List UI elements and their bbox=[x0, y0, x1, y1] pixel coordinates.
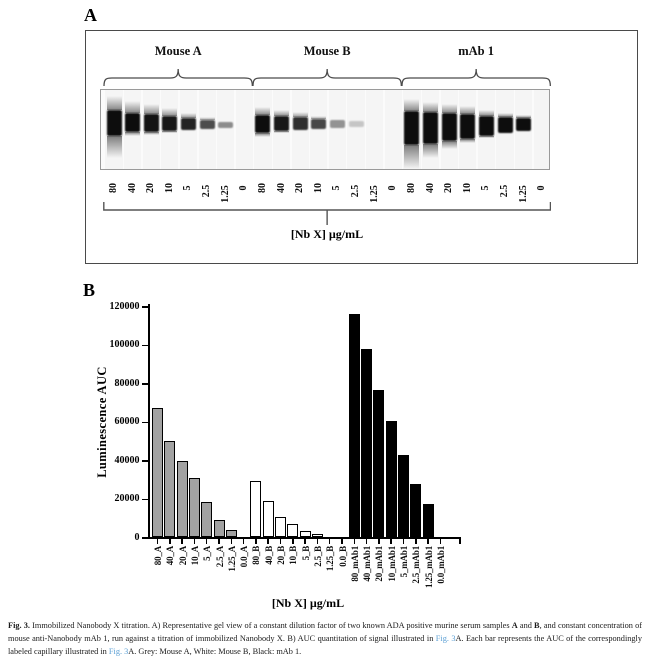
gel-lane-label: 0 bbox=[536, 185, 548, 191]
y-axis-title: Luminescence AUC bbox=[95, 366, 109, 478]
gel-lane-label: 2.5 bbox=[201, 184, 213, 198]
x-tick-label: 10_A bbox=[189, 546, 200, 566]
x-tick-label: 40_B bbox=[263, 546, 274, 565]
caption-text: Immobilized Nanobody X titration. A) Representative gel view of a constant dilution factor of two known ADA positive murine serum samples bbox=[29, 621, 512, 630]
bar bbox=[164, 441, 175, 537]
y-tick bbox=[142, 537, 148, 539]
bar bbox=[423, 504, 434, 537]
gel-lane-label: 40 bbox=[424, 183, 436, 193]
y-tick bbox=[142, 383, 148, 385]
group-label-mouse-a: Mouse A bbox=[154, 44, 202, 58]
bar bbox=[250, 481, 261, 537]
bar bbox=[226, 530, 237, 537]
gel-lane-label: 5 bbox=[480, 185, 492, 191]
bar bbox=[275, 517, 286, 537]
caption-text: A bbox=[511, 621, 518, 630]
x-tick-label: 80_B bbox=[251, 546, 262, 565]
gel-lane-label: 20 bbox=[443, 183, 455, 193]
x-tick-label: 5_B bbox=[300, 546, 311, 561]
bar bbox=[349, 314, 360, 537]
x-axis-title: [Nb X] µg/mL bbox=[271, 596, 345, 610]
caption-text: Fig. 3. bbox=[8, 621, 30, 630]
bar bbox=[386, 421, 397, 537]
gel-lane-label: 1.25 bbox=[368, 185, 380, 203]
group-label-mouse-b: Mouse B bbox=[303, 44, 351, 58]
bar bbox=[214, 520, 225, 537]
x-tick-label: 5_mAb1 bbox=[399, 546, 409, 578]
gel-lane-label: 1.25 bbox=[219, 185, 231, 203]
y-tick bbox=[142, 345, 148, 347]
x-tick-label: 1.25_mAb1 bbox=[423, 546, 434, 588]
gel-lane-label: 0 bbox=[238, 185, 250, 191]
x-tick bbox=[403, 539, 405, 544]
x-tick-label: 0.0_B bbox=[337, 546, 348, 567]
gel-lane-label: 2.5 bbox=[499, 184, 511, 198]
x-tick bbox=[292, 539, 294, 544]
x-tick-label: 5_A bbox=[202, 546, 213, 561]
bar bbox=[312, 534, 323, 537]
x-tick bbox=[366, 539, 368, 544]
x-tick-label: 1.25_B bbox=[325, 546, 336, 572]
caption-text: , and constant concentration of mouse anti-Nanobody mAb 1, run against a titration of immobilized Nanobody X. B) AUC quantitation of signal illustrated in bbox=[8, 621, 642, 643]
bar bbox=[152, 408, 163, 537]
caption-text: B bbox=[534, 621, 540, 630]
x-tick bbox=[231, 539, 233, 544]
y-tick bbox=[142, 460, 148, 462]
x-tick bbox=[255, 539, 257, 544]
bar bbox=[201, 502, 212, 537]
caption-text: A. Grey: Mouse A, White: Mouse B, Black: mAb 1. bbox=[128, 646, 302, 656]
gel-lane-label: 1.25 bbox=[517, 185, 529, 203]
x-tick bbox=[243, 539, 245, 544]
gel-lane-label: 0 bbox=[387, 185, 399, 191]
x-tick-label: 80_A bbox=[153, 546, 163, 566]
x-tick-label: 2.5_B bbox=[312, 546, 323, 567]
figure-caption bbox=[8, 620, 642, 659]
gel-lane-label: 20 bbox=[145, 183, 157, 193]
bar bbox=[373, 390, 384, 537]
y-tick-label: 40000 bbox=[114, 454, 140, 466]
x-tick bbox=[354, 539, 356, 544]
x-tick bbox=[415, 539, 417, 544]
bar bbox=[300, 531, 311, 537]
gel-lane-label: 10 bbox=[312, 183, 324, 193]
bar bbox=[287, 524, 298, 537]
gel-lane-label: 10 bbox=[461, 183, 473, 193]
gel-lane-label: 5 bbox=[331, 185, 343, 191]
y-tick-label: 60000 bbox=[114, 416, 140, 427]
x-axis-end-tick bbox=[459, 539, 461, 544]
x-tick-label: 20_B bbox=[276, 546, 286, 565]
x-tick-label: 40_mAb1 bbox=[362, 546, 373, 582]
y-tick-label: 80000 bbox=[114, 377, 140, 389]
x-tick bbox=[206, 539, 208, 544]
gel-lane-label: 2.5 bbox=[350, 184, 362, 198]
gel-lane-label: 40 bbox=[126, 183, 138, 193]
x-tick-label: 80_mAb1 bbox=[349, 546, 360, 582]
caption-figure-link[interactable]: Fig. 3 bbox=[435, 633, 456, 643]
bar bbox=[410, 484, 421, 537]
x-tick bbox=[181, 539, 183, 544]
x-tick bbox=[157, 539, 159, 544]
x-tick bbox=[304, 539, 306, 544]
x-tick bbox=[440, 539, 442, 544]
y-tick-label: 20000 bbox=[114, 493, 140, 504]
y-tick bbox=[142, 499, 148, 501]
x-tick-label: 20_A bbox=[177, 546, 188, 566]
x-tick-label: 2.5_mAb1 bbox=[411, 546, 422, 584]
caption-text: A. Each bar represents the AUC of the correspondingly labeled capillary illustrated in bbox=[8, 633, 642, 656]
y-tick bbox=[142, 422, 148, 424]
panel-b-label: B bbox=[83, 280, 96, 300]
panel-a-label: A bbox=[84, 5, 97, 25]
x-tick bbox=[427, 539, 429, 544]
gel-lane-label: 80 bbox=[256, 183, 268, 193]
bar bbox=[189, 478, 200, 537]
x-tick-label: 10_B bbox=[288, 546, 299, 565]
y-axis-line bbox=[148, 304, 150, 539]
gel-x-axis-title: [Nb X] µg/mL bbox=[290, 227, 364, 241]
x-tick bbox=[194, 539, 196, 544]
x-tick bbox=[317, 539, 319, 544]
x-tick-label: 40_A bbox=[165, 546, 176, 566]
bar bbox=[177, 461, 188, 537]
gel-lane-label: 20 bbox=[294, 183, 306, 193]
x-tick bbox=[378, 539, 380, 544]
x-tick bbox=[329, 539, 331, 544]
x-tick bbox=[169, 539, 171, 544]
y-tick-label: 120000 bbox=[109, 300, 140, 312]
x-tick-label: 2.5_A bbox=[214, 546, 225, 568]
bar bbox=[398, 455, 409, 537]
bar bbox=[361, 349, 372, 537]
gel-lane-label: 80 bbox=[405, 183, 417, 193]
gel-lane-label: 40 bbox=[275, 183, 287, 193]
x-tick bbox=[390, 539, 392, 544]
y-tick-label: 100000 bbox=[109, 339, 140, 350]
caption-figure-link[interactable]: Fig. 3 bbox=[108, 646, 129, 656]
x-tick-label: 0.0_A bbox=[239, 546, 250, 568]
gel-lane-label: 80 bbox=[108, 183, 119, 193]
x-tick bbox=[280, 539, 282, 544]
gel-lane-label: 5 bbox=[182, 185, 194, 191]
group-label-mab-1: mAb 1 bbox=[458, 44, 494, 58]
gel-lane-label: 10 bbox=[163, 183, 175, 193]
x-tick-label: 1.25_A bbox=[226, 546, 237, 572]
y-tick-label: 0 bbox=[134, 531, 140, 543]
caption-text: and bbox=[517, 621, 535, 630]
bar bbox=[263, 501, 274, 537]
x-tick-label: 20_mAb1 bbox=[374, 546, 385, 582]
x-tick-label: 0.0_mAb1 bbox=[435, 546, 446, 584]
x-tick bbox=[341, 539, 343, 544]
x-tick bbox=[267, 539, 269, 544]
x-tick-label: 10_mAb1 bbox=[386, 546, 397, 582]
y-tick bbox=[142, 306, 148, 308]
x-tick bbox=[218, 539, 220, 544]
